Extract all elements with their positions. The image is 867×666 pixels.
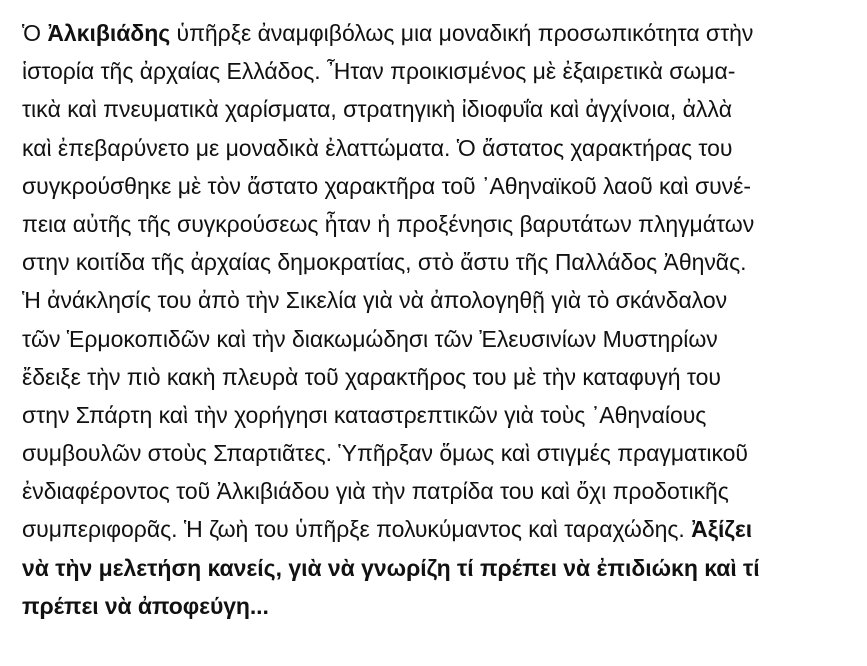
text-line: συγκρούσθηκε μὲ τὸν ἄστατο χαρακτῆρα τοῦ ᾿Αθηναϊκοῦ λαοῦ καὶ συνέ- — [22, 172, 751, 199]
line-text: ὑπῆρξε ἀναμφιβόλως μια μοναδική προσωπικότητα στὴν — [170, 20, 754, 46]
bold-conclusion-line: νὰ τὴν μελετήση κανείς, γιὰ νὰ γνωρίζη τί πρέπει νὰ ἐπιδιώκη καὶ τί — [22, 554, 760, 581]
bold-conclusion-text: Ἀξίζει — [691, 516, 753, 543]
text-line: ἐνδιαφέροντος τοῦ Ἀλκιβιάδου γιὰ τὴν πατρίδα του καὶ ὄχι προδοτικῆς — [22, 478, 729, 505]
bold-name-alkibiades: Ἀλκιβιάδης — [47, 20, 171, 46]
text-line — [22, 14, 862, 52]
text-line: τῶν Ἑρμοκοπιδῶν καὶ τὴν διακωμώδησι τῶν Ἐλευσινίων Μυστηρίων — [22, 325, 718, 352]
text-line: ἱστορία τῆς ἀρχαίας Ελλάδος. Ἦταν προικισμένος μὲ ἐξαιρετικὰ σωμα- — [22, 58, 736, 85]
text-line: καὶ ἐπεβαρύνετο με μοναδικὰ ἐλαττώματα. Ὁ ἄστατος χαρακτήρας του — [22, 134, 733, 161]
document-body — [22, 14, 862, 625]
text-line: ἔδειξε τὴν πιὸ κακὴ πλευρὰ τοῦ χαρακτῆρος του μὲ τὴν καταφυγή του — [22, 363, 721, 390]
text-line: τικὰ καὶ πνευματικὰ χαρίσματα, στρατηγικὴ ἰδιοφυΐα καὶ ἀγχίνοια, ἀλλὰ — [22, 96, 733, 123]
line-text: συμπεριφορᾶς. Ἡ ζωὴ του ὑπῆρξε πολυκύμαντος καὶ ταραχώδης. — [22, 516, 692, 543]
text-line: στην κοιτίδα τῆς ἀρχαίας δημοκρατίας, στὸ ἄστυ τῆς Παλλάδος Ἀθηνᾶς. — [22, 249, 747, 276]
text-line: πεια αὐτῆς τῆς συγκρούσεως ἦταν ἡ προξένησις βαρυτάτων πληγμάτων — [22, 210, 755, 237]
text-line — [22, 510, 862, 548]
text-line: συμβουλῶν στοὺς Σπαρτιᾶτες. Ὑπῆρξαν ὅμως καὶ στιγμές πραγματικοῦ — [22, 440, 748, 467]
line-text: Ὁ — [22, 20, 48, 46]
text-line: Ἡ ἀνάκλησίς του ἀπὸ τὴν Σικελία γιὰ νὰ ἀπολογηθῇ γιὰ τὸ σκάνδαλον — [22, 287, 728, 314]
bold-conclusion-line: πρέπει νὰ ἀποφεύγη... — [22, 592, 269, 619]
text-line: στην Σπάρτη καὶ τὴν χορήγησι καταστρεπτικῶν γιὰ τοὺς ᾿Αθηναίους — [22, 401, 707, 428]
